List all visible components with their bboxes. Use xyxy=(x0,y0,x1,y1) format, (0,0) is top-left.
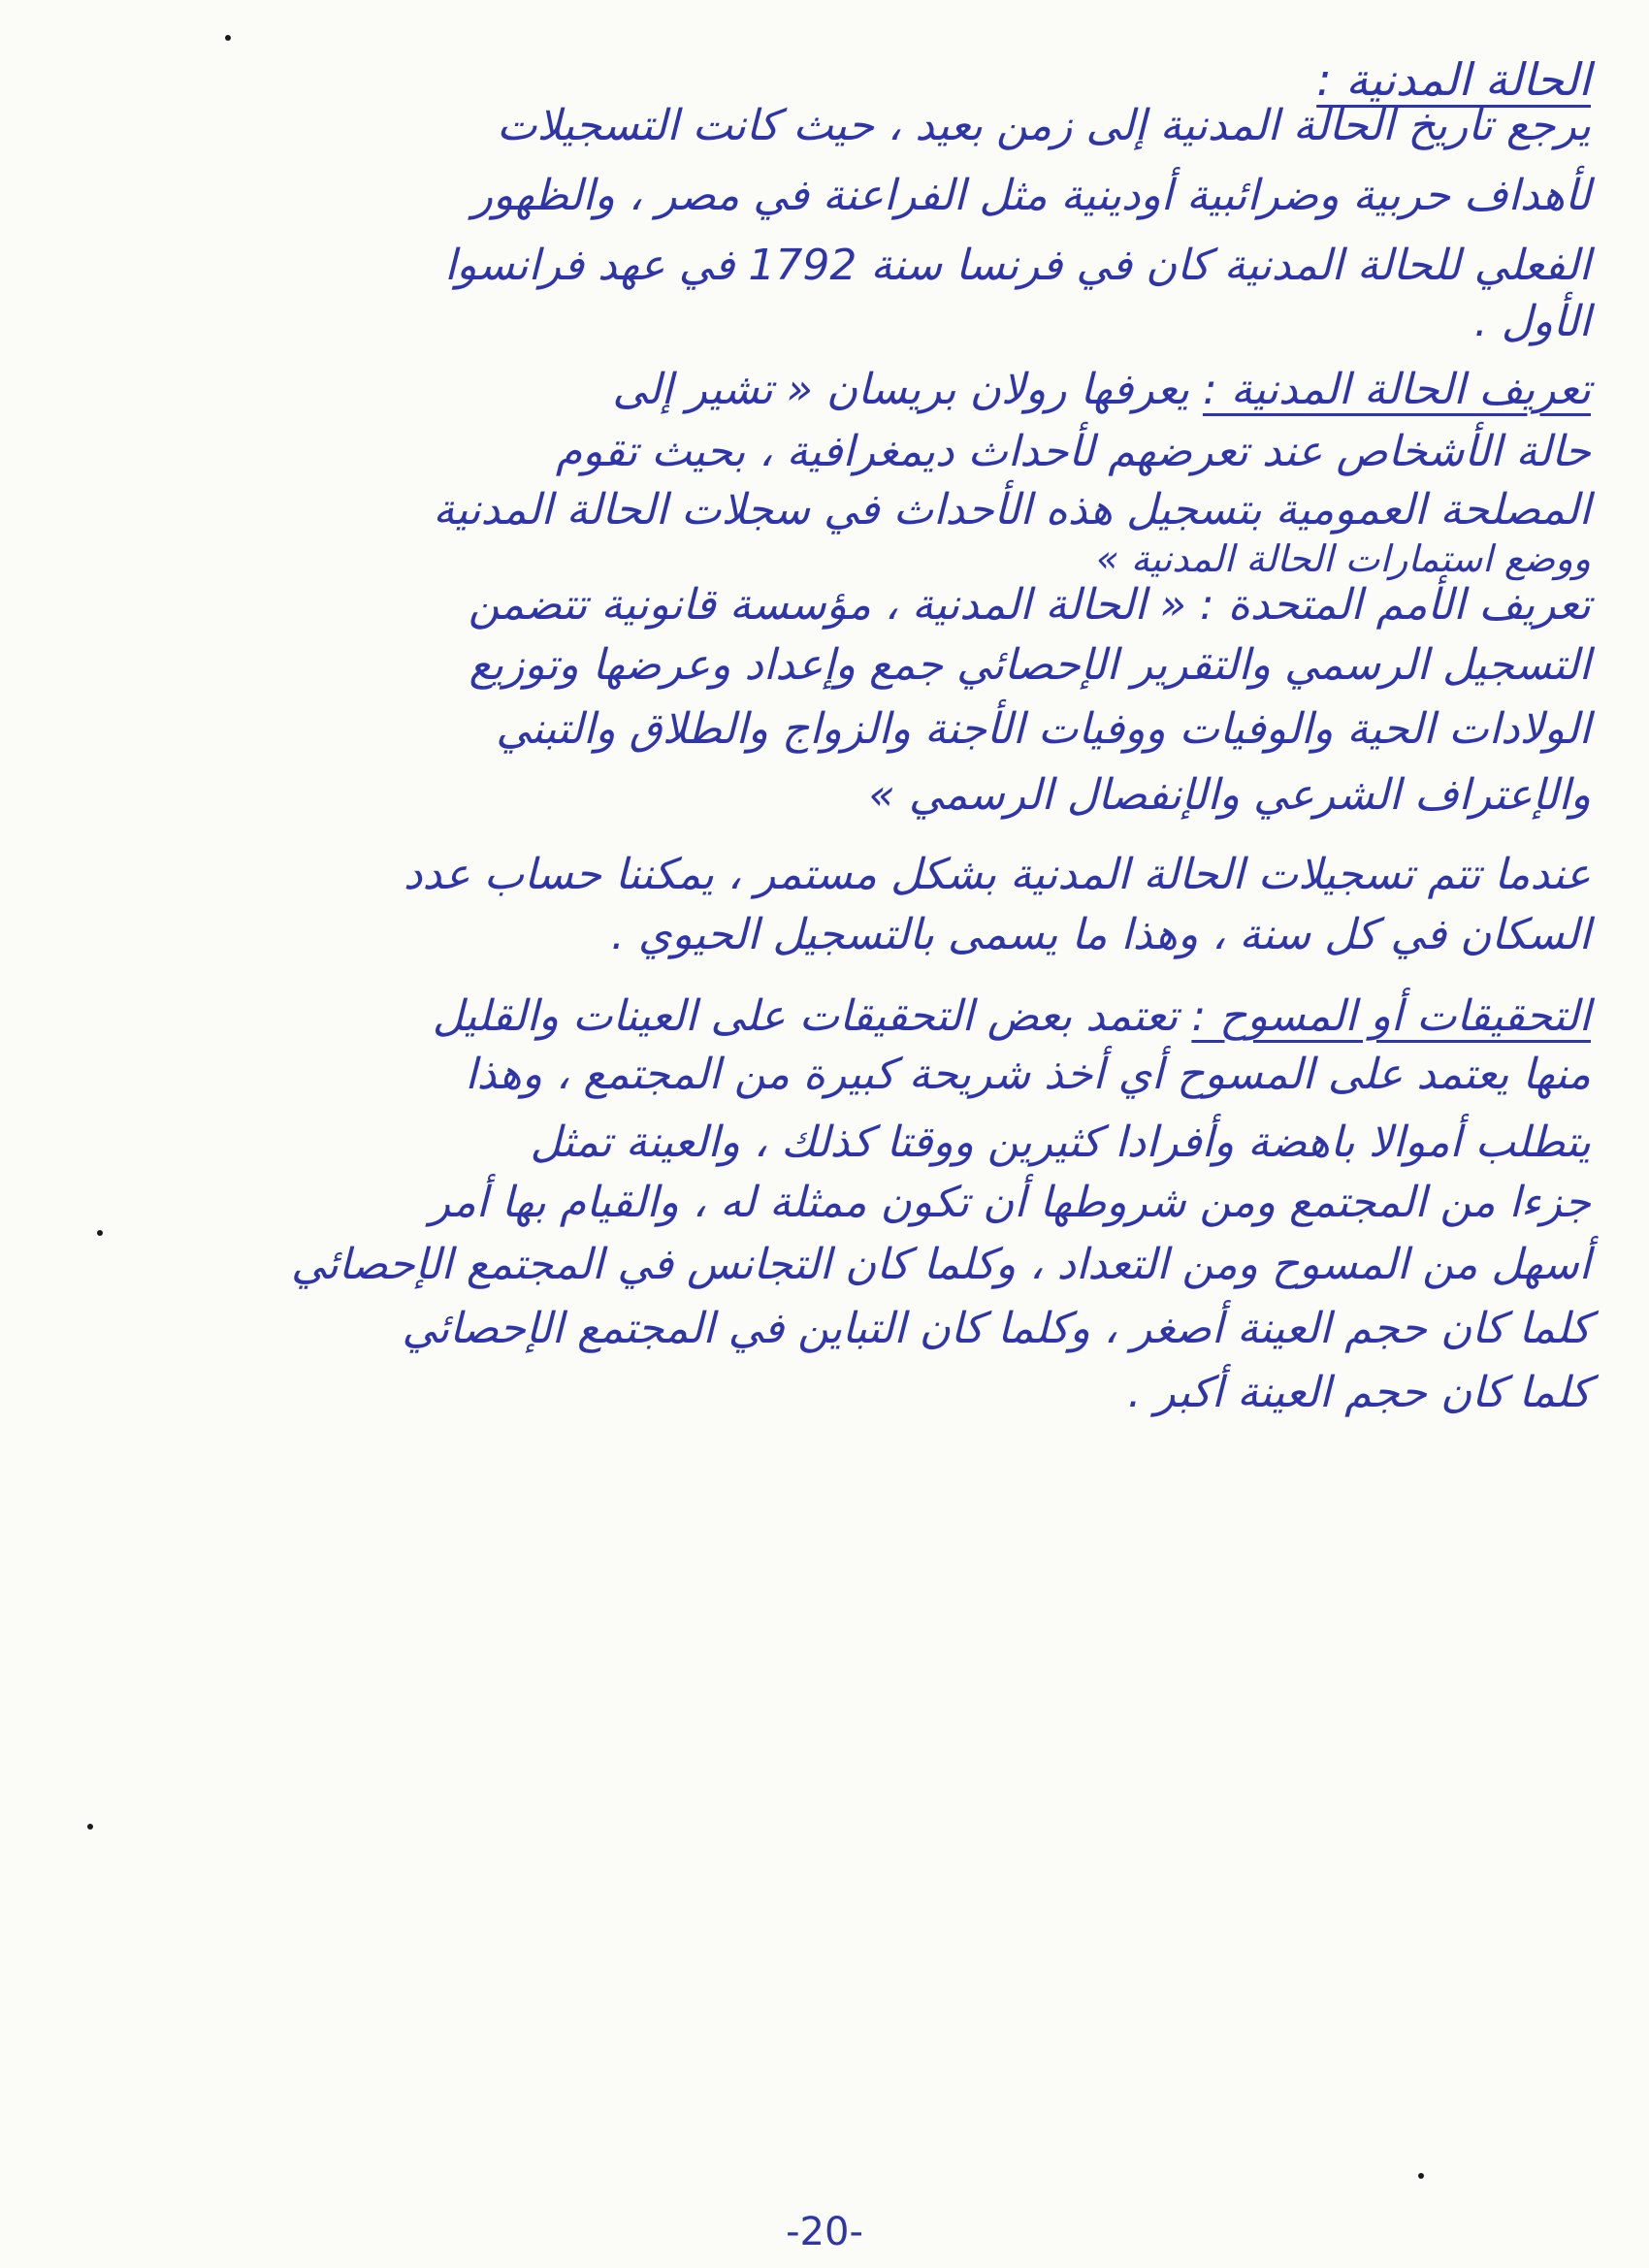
definition2-line-1: تعريف الأمم المتحدة : « الحالة المدنية ، مؤسسة قانونية تتضمن xyxy=(468,580,1591,630)
surveys-line-2: منها يعتمد على المسوح أي أخذ شريحة كبيرة من المجتمع ، وهذا xyxy=(465,1050,1591,1099)
definition2-line-2: التسجيل الرسمي والتقرير الإحصائي جمع وإعداد وعرضها وتوزيع xyxy=(469,640,1591,690)
surveys-line-7: كلما كان حجم العينة أكبر . xyxy=(1127,1368,1591,1417)
paragraph2-line-2: السكان في كل سنة ، وهذا ما يسمى بالتسجيل الحيوي . xyxy=(610,910,1591,959)
surveys-text: تعتمد بعض التحقيقات على العينات والقليل xyxy=(432,991,1179,1041)
page-title: الحالة المدنية : xyxy=(1316,53,1591,106)
stray-mark xyxy=(1418,2173,1424,2179)
definition1-heading: تعريف الحالة المدنية : xyxy=(1202,365,1591,414)
paragraph1-line-4: الأول . xyxy=(1473,297,1591,346)
definition2-line-4: والإعتراف الشرعي والإنفصال الرسمي » xyxy=(868,770,1591,820)
definition1-text: يعرفها رولان بريسان « تشير إلى xyxy=(612,365,1189,414)
surveys-line-4: جزءا من المجتمع ومن شروطها أن تكون ممثلة له ، والقيام بها أمر xyxy=(429,1178,1591,1227)
stray-mark xyxy=(87,1824,93,1830)
paragraph1-line-3: الفعلي للحالة المدنية كان في فرنسا سنة 1792 في عهد فرانسوا xyxy=(444,241,1591,290)
page-number: -20- xyxy=(786,2210,863,2254)
surveys-line-3: يتطلب أموالا باهضة وأفرادا كثيرين ووقتا كذلك ، والعينة تمثل xyxy=(530,1118,1591,1167)
surveys-line-1 xyxy=(433,988,1591,1046)
paragraph1-line-2: لأهداف حربية وضرائبية أودينية مثل الفراعنة في مصر ، والظهور xyxy=(471,171,1591,220)
surveys-line-6: كلما كان حجم العينة أصغر ، وكلما كان التباين في المجتمع الإحصائي xyxy=(402,1304,1591,1353)
definition1-line-3: المصلحة العمومية بتسجيل هذه الأحداث في سجلات الحالة المدنية xyxy=(433,485,1591,535)
surveys-heading: التحقيقات أو المسوح : xyxy=(1191,991,1591,1041)
surveys-line-5: أسهل من المسوح ومن التعداد ، وكلما كان التجانس في المجتمع الإحصائي xyxy=(291,1240,1591,1289)
definition1-line-4: ووضع استمارات الحالة المدنية » xyxy=(1096,537,1591,580)
definition1-line-2: حالة الأشخاص عند تعرضهم لأحداث ديمغرافية ، بحيث تقوم xyxy=(555,427,1591,476)
stray-mark xyxy=(97,1230,103,1236)
stray-mark xyxy=(225,35,231,41)
paragraph2-line-1: عندما تتم تسجيلات الحالة المدنية بشكل مستمر ، يمكننا حساب عدد xyxy=(403,850,1591,899)
paragraph1-line-1: يرجع تاريخ الحالة المدنية إلى زمن بعيد ، حيث كانت التسجيلات xyxy=(497,101,1591,150)
definition2-line-3: الولادات الحية والوفيات ووفيات الأجنة والزواج والطلاق والتبني xyxy=(496,704,1591,754)
definition1-line-1 xyxy=(612,361,1591,419)
